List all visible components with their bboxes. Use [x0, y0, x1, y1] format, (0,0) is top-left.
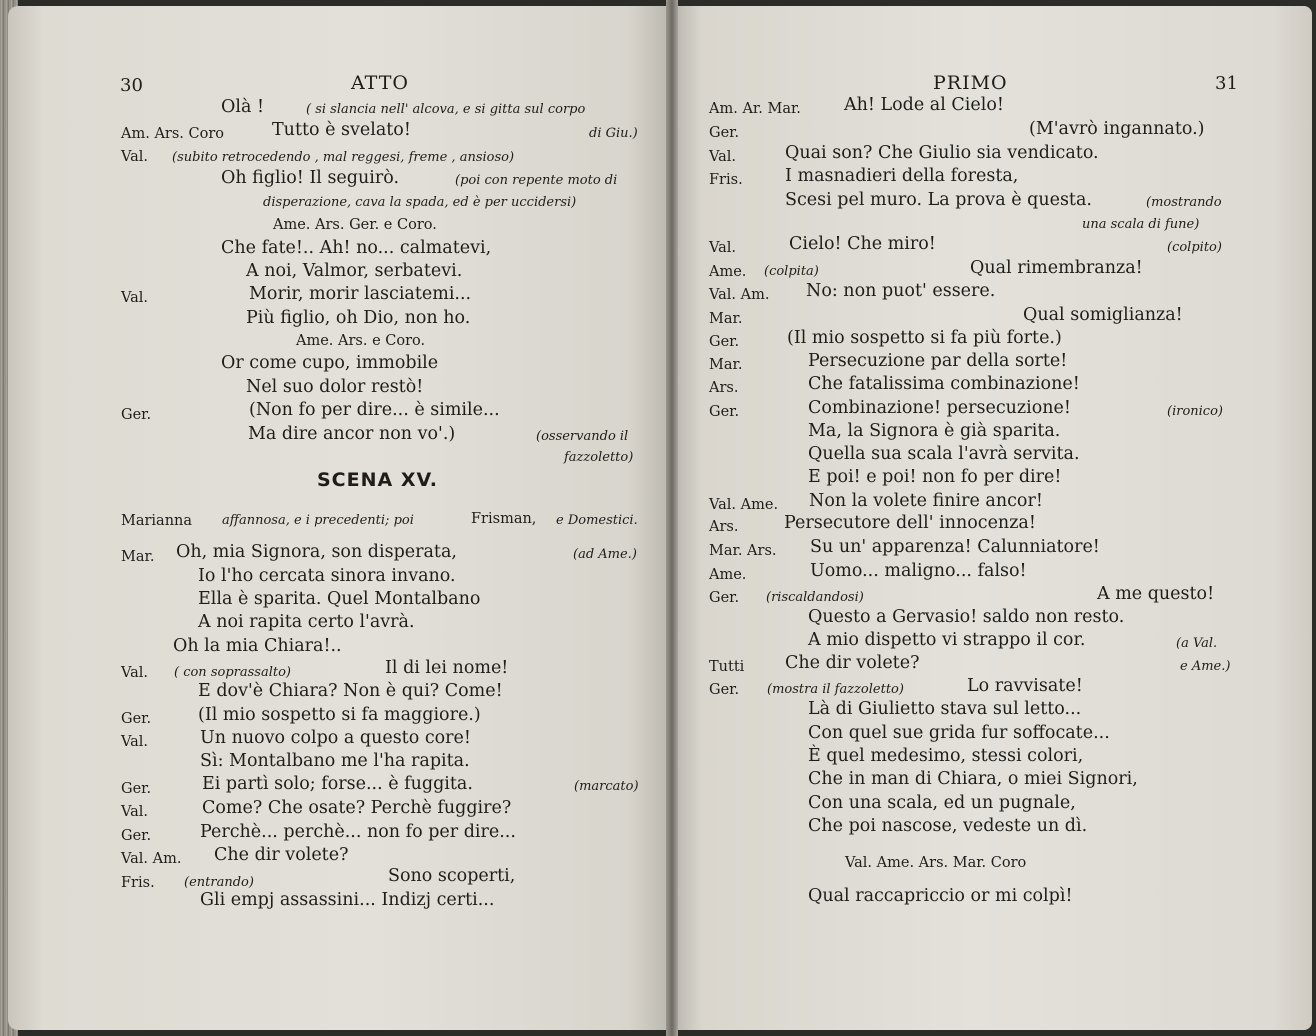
stage-direction: di Giu.): [589, 126, 638, 141]
text-line: Oh, mia Signora, son disperata,: [176, 542, 457, 562]
speaker-label: Fris.: [121, 875, 155, 891]
text-line: A noi rapita certo l'avrà.: [198, 612, 415, 632]
speaker-label: Ars.: [709, 519, 739, 535]
text-line: Il di lei nome!: [385, 658, 509, 678]
text-line: Nel suo dolor restò!: [246, 377, 424, 397]
speaker-label: Fris.: [709, 172, 743, 188]
text-line: Con quel sue grida fur soffocate...: [808, 723, 1110, 743]
text-line: Che fate!.. Ah! no... calmatevi,: [221, 238, 492, 258]
text-line: Qual somiglianza!: [1023, 305, 1183, 325]
stage-direction: (riscaldandosi): [766, 590, 864, 605]
speaker-label: Val. Am.: [121, 851, 182, 867]
speaker-label: Ger.: [709, 590, 740, 606]
speaker-label: Ger.: [121, 781, 152, 797]
text-line: Uomo... maligno... falso!: [810, 561, 1027, 581]
text-line: Ah! Lode al Cielo!: [844, 95, 1004, 115]
text-line: Quella sua scala l'avrà servita.: [808, 444, 1080, 464]
running-header-right: PRIMO: [933, 72, 1008, 94]
stage-direction: ( con soprassalto): [174, 665, 291, 680]
text-line: Ma, la Signora è già sparita.: [808, 421, 1061, 441]
speaker-label: Ame. Ars. Ger. e Coro.: [273, 217, 437, 233]
stage-direction: fazzoletto): [564, 450, 634, 465]
stage-direction: e Ame.): [1180, 659, 1231, 674]
text-line: Che in man di Chiara, o miei Signori,: [808, 769, 1138, 789]
speaker-label: Val.: [121, 290, 149, 306]
stage-direction: (ironico): [1167, 404, 1223, 419]
stage-direction: (ad Ame.): [573, 547, 637, 562]
speaker-label: Mar.: [709, 357, 743, 373]
text-line: Sono scoperti,: [388, 866, 516, 886]
text-line: Non la volete finire ancor!: [809, 491, 1043, 511]
speaker-label: Frisman,: [471, 511, 537, 527]
text-line: Che poi nascose, vedeste un dì.: [808, 816, 1088, 836]
text-line: Più figlio, oh Dio, non ho.: [246, 308, 471, 328]
text-line: Questo a Gervasio! saldo non resto.: [808, 607, 1125, 627]
scene-heading: SCENA XV.: [317, 469, 438, 491]
text-line: Ella è sparita. Quel Montalbano: [198, 589, 481, 609]
text-line: (Il mio sospetto si fa maggiore.): [198, 705, 481, 725]
text-line: Perchè... perchè... non fo per dire...: [200, 822, 516, 842]
text-line: Quai son? Che Giulio sia vendicato.: [785, 143, 1099, 163]
speaker-label: Ger.: [709, 334, 740, 350]
text-line: Tutto è svelato!: [272, 120, 411, 140]
stage-direction: affannosa, e i precedenti; poi: [222, 513, 414, 528]
stage-direction: e Domestici.: [556, 513, 638, 528]
text-line: Scesi pel muro. La prova è questa.: [785, 190, 1092, 210]
text-line: Morir, morir lasciatemi...: [249, 284, 472, 304]
text-line: Combinazione! persecuzione!: [808, 398, 1071, 418]
text-line: A me questo!: [1097, 584, 1215, 604]
text-line: Or come cupo, immobile: [221, 353, 439, 373]
speaker-label: Val.: [121, 149, 149, 165]
text-line: Con una scala, ed un pugnale,: [808, 793, 1076, 813]
speaker-label: Ame.: [709, 264, 747, 280]
stage-direction: (marcato): [574, 779, 639, 794]
speaker-label: Val.: [121, 734, 149, 750]
running-header-left: ATTO: [351, 72, 409, 94]
text-line: Sì: Montalbano me l'ha rapita.: [200, 751, 470, 771]
text-line: Io l'ho cercata sinora invano.: [198, 566, 456, 586]
speaker-label: Val.: [121, 665, 149, 681]
stage-direction: (colpita): [764, 264, 819, 279]
text-line: E poi! e poi! non fo per dire!: [808, 467, 1062, 487]
text-line: Come? Che osate? Perchè fuggire?: [202, 798, 512, 818]
stage-direction: (colpito): [1167, 240, 1222, 255]
text-line: (M'avrò ingannato.): [1029, 119, 1205, 139]
stage-direction: (mostra il fazzoletto): [767, 682, 904, 697]
text-line: (Non fo per dire... è simile...: [249, 400, 500, 420]
text-line: Lo ravvisate!: [967, 676, 1083, 696]
stage-direction: (osservando il: [536, 429, 629, 444]
speaker-label: Ger.: [709, 404, 740, 420]
text-line: Persecutore dell' innocenza!: [784, 513, 1036, 533]
text-line: È quel medesimo, stessi colori,: [808, 746, 1084, 766]
speaker-label: Val.: [709, 240, 737, 256]
speaker-label: Val.: [709, 149, 737, 165]
speaker-label: Marianna: [121, 513, 193, 529]
stage-direction: disperazione, cava la spada, ed è per uccidersi): [263, 195, 577, 210]
text-line: Qual raccapriccio or mi colpì!: [808, 886, 1073, 906]
speaker-label: Mar.: [709, 311, 743, 327]
speaker-label: Ger.: [121, 711, 152, 727]
text-line: I masnadieri della foresta,: [785, 166, 1019, 186]
stage-direction: (poi con repente moto di: [455, 173, 618, 188]
speaker-label: Val. Am.: [709, 287, 770, 303]
text-line: Ma dire ancor non vo'.): [248, 424, 456, 444]
page-number-left: 30: [120, 75, 143, 96]
text-line: Su un' apparenza! Calunniatore!: [810, 537, 1100, 557]
book-gutter: [666, 0, 678, 1036]
text-line: E dov'è Chiara? Non è qui? Come!: [198, 681, 503, 701]
stage-direction: ( si slancia nell' alcova, e si gitta sul corpo: [306, 102, 586, 117]
text-line: Qual rimembranza!: [970, 258, 1143, 278]
text-line: Là di Giulietto stava sul letto...: [808, 699, 1082, 719]
speaker-label: Ger.: [121, 407, 152, 423]
speaker-label: Am. Ars. Coro: [121, 126, 224, 142]
text-line: Persecuzione par della sorte!: [808, 351, 1068, 371]
text-line: A mio dispetto vi strappo il cor.: [808, 630, 1086, 650]
stage-direction: (entrando): [184, 875, 254, 890]
text-line: Che fatalissima combinazione!: [808, 374, 1080, 394]
text-line: Che dir volete?: [214, 845, 349, 865]
text-line: Olà !: [221, 97, 264, 117]
text-line: (Il mio sospetto si fa più forte.): [787, 328, 1062, 348]
text-line: Un nuovo colpo a questo core!: [200, 728, 471, 748]
text-line: A noi, Valmor, serbatevi.: [246, 261, 463, 281]
text-line: Oh la mia Chiara!..: [173, 636, 342, 656]
text-line: Cielo! Che miro!: [789, 234, 936, 254]
speaker-label: Ame. Ars. e Coro.: [296, 333, 426, 349]
stage-direction: (mostrando: [1146, 195, 1222, 210]
text-line: Che dir volete?: [785, 653, 920, 673]
speaker-label: Val. Ame. Ars. Mar. Coro: [845, 855, 1027, 871]
text-line: Ei partì solo; forse... è fuggita.: [202, 774, 473, 794]
stage-direction: (a Val.: [1176, 636, 1218, 651]
stage-direction: una scala di fune): [1082, 217, 1200, 232]
stage-direction: (subito retrocedendo , mal reggesi, freme , ansioso): [172, 150, 515, 165]
speaker-label: Mar. Ars.: [709, 543, 777, 559]
speaker-label: Ger.: [709, 125, 740, 141]
speaker-label: Am. Ar. Mar.: [709, 101, 801, 117]
speaker-label: Tutti: [709, 659, 745, 675]
speaker-label: Ger.: [121, 828, 152, 844]
speaker-label: Ars.: [709, 380, 739, 396]
speaker-label: Val. Ame.: [709, 497, 779, 513]
text-line: No: non puot' essere.: [806, 281, 996, 301]
text-line: Oh figlio! Il seguirò.: [221, 168, 400, 188]
page-number-right: 31: [1215, 73, 1238, 94]
text-line: Gli empj assassini... Indizj certi...: [200, 890, 495, 910]
speaker-label: Mar.: [121, 549, 155, 565]
speaker-label: Val.: [121, 804, 149, 820]
speaker-label: Ger.: [709, 682, 740, 698]
speaker-label: Ame.: [709, 567, 747, 583]
